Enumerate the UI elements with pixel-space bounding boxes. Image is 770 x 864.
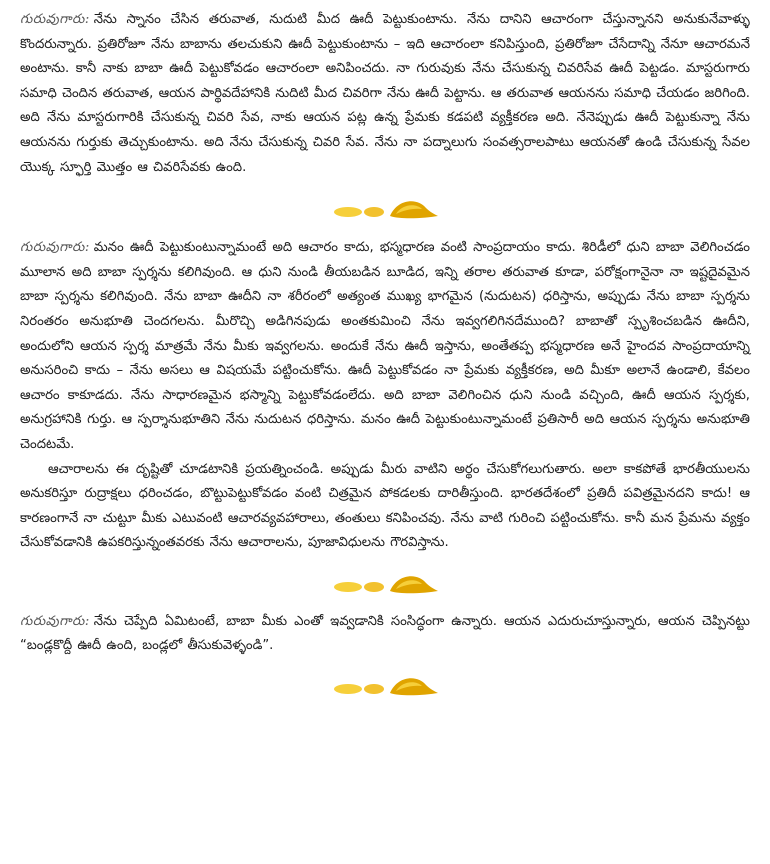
section-3-text: నేను చెప్పేది ఏమిటంటే, బాబా మీకు ఎంతో ఇవ్వడానికి సంసిద్ధంగా ఉన్నారు. ఆయన ఎదురుచూస్తున్నారు, ఆయన చెప్పినట్టు “బండ్లకొద్దీ ఊదీ ఉంది, బండ్లలో తీసుకువెళ్ళండి”. <box>20 613 750 654</box>
section-1-text: నేను స్నానం చేసిన తరువాత, నుదుటి మీద ఊదీ పెట్టుకుంటాను. నేను దానిని ఆచారంగా చేస్తున్నానని అనుకునేవాళ్ళు కొందరున్నారు. ప్రతిరోజూ నేను బాబాను తలచుకుని ఊదీ పెట్టుకుంటాను – ఇది ఆచారంలా కనిపిస్తుంది, ప్రతిరోజూ చేసేదాన్ని నేనూ ఆచారమనే అంటాను. కానీ నాకు బాబా ఊదీ పెట్టుకోవడం ఆచారంలా అనిపించదు. నా గురువుకు నేను చేసుకున్న చివరిసేవ ఊదీ పెట్టడం. మాస్టరుగారు సమాధి చెందిన తరువాత, ఆయన పార్థివదేహానికి నుదిటి మీద చివరిగా నేను ఊదీ పెట్టాను. ఆ తరువాత ఆయనను సమాధి చేయడం జరిగింది. అది నేను మాస్టరుగారికి చేసుకున్న చివరి సేవ, నాకు ఆయన పట్ల ఉన్న ప్రేమకు కడపటి వ్యక్తీకరణ అది. నేనెప్పుడు ఊదీ పెట్టుకున్నా నేను ఆయనను గుర్తుకు తెచ్చుకుంటాను. అది నేను చేసుకున్న చివరి సేవ. నేను నా పద్నాలుగు సంవత్సరాలపాటు ఆయనతో ఉండి చేసుకున్న సేవల యొక్క స్ఫూర్తి మొత్తం ఆ చివరిసేవకు ఉంది. <box>20 12 750 175</box>
paragraph-section-1 <box>20 8 750 180</box>
golden-flourish-icon <box>20 184 750 234</box>
speaker-label: గురువుగారు: <box>20 240 90 256</box>
golden-flourish-icon <box>20 558 750 610</box>
paragraph-section-2-followup: ఆచారాలను ఈ దృష్టితో చూడటానికి ప్రయత్నించండి. అప్పుడు మీరు వాటిని అర్థం చేసుకోగలుగుతారు. అలా కాకపోతే భారతీయులను అనుకరిస్తూ రుద్రాక్షలు ధరించడం, బొట్టుపెట్టుకోవడం వంటి చిత్రమైన పోకడలకు దారితీస్తుంది. భారతదేశంలో ప్రతిదీ పవిత్రమైనదని కాదు! ఆ కారణంగానే నా చుట్టూ మీకు ఎటువంటి ఆచారవ్యవహారాలు, తంతులు కనిపించవు. నేను వాటి గురించి పట్టించుకోను. కానీ మన ప్రేమను వ్యక్తం చేసుకోవడానికి ఉపకరిస్తున్నంతవరకు నేను ఆచారాలను, పూజావిధులను గౌరవిస్తాను. <box>20 461 750 551</box>
golden-flourish-icon <box>20 659 750 713</box>
speaker-label: గురువుగారు: <box>20 12 90 27</box>
paragraph-section-3 <box>20 610 750 659</box>
speaker-label: గురువుగారు: <box>20 613 90 629</box>
section-2-text: మనం ఊదీ పెట్టుకుంటున్నామంటే అది ఆచారం కాదు, భస్మధారణ వంటి సాంప్రదాయం కాదు. శిరిడీలో ధుని బాబా వెలిగించడం మూలాన అది బాబా స్పర్శను కలిగివుంది. ఆ ధుని నుండి తీయబడిన బూడిద, ఇన్ని తరాల తరువాత కూడా, పరోక్షంగానైనా నా ఇష్టదైవమైన బాబా స్పర్శను కలిగివుంది. నేను బాబా ఊదీని నా శరీరంలో అత్యంత ముఖ్య భాగమైన (నుదుటన) ధరిస్తాను, అప్పుడు నేను బాబా స్పర్శను నిరంతరం అనుభూతి చెందగలను. మీరొచ్చి అడిగినపుడు అంతకుమించి నేను ఇవ్వగలిగినదేముంది? బాబాతో స్పృశించబడిన ఊదీని, అందులోని ఆయన స్పర్శ మాత్రమే నేను మీకు ఇవ్వగలను. అందుకే నేను ఊదీ ఇస్తాను, అంతేతప్ప భస్మధారణ అనే హైందవ సాంప్రదాయాన్ని అనుసరించి కాదు – నేను అసలు ఆ విషయమే పట్టించుకోను. ఊదీ పెట్టుకోవడం నా ప్రేమకు వ్యక్తీకరణ, అది మీకూ అలానే ఉండాలి, కేవలం ఆచారం కాకూడదు. నేను సాధారణమైన భస్మాన్ని పెట్టుకోవడంలేదు. అది బాబా వెలిగించిన ధుని నుండి వచ్చింది, ఊదీ ఆయన స్పర్శకు, అనుగ్రహానికి గుర్తు. ఆ స్పర్శానుభూతిని నేను నుదుటన ధరిస్తాను. మనం ఊదీ పెట్టుకుంటున్నామంటే ప్రతిసారీ అది ఆయన స్పర్శను అనుభూతి చెందటమే. <box>20 240 750 452</box>
paragraph-section-2 <box>20 236 750 457</box>
